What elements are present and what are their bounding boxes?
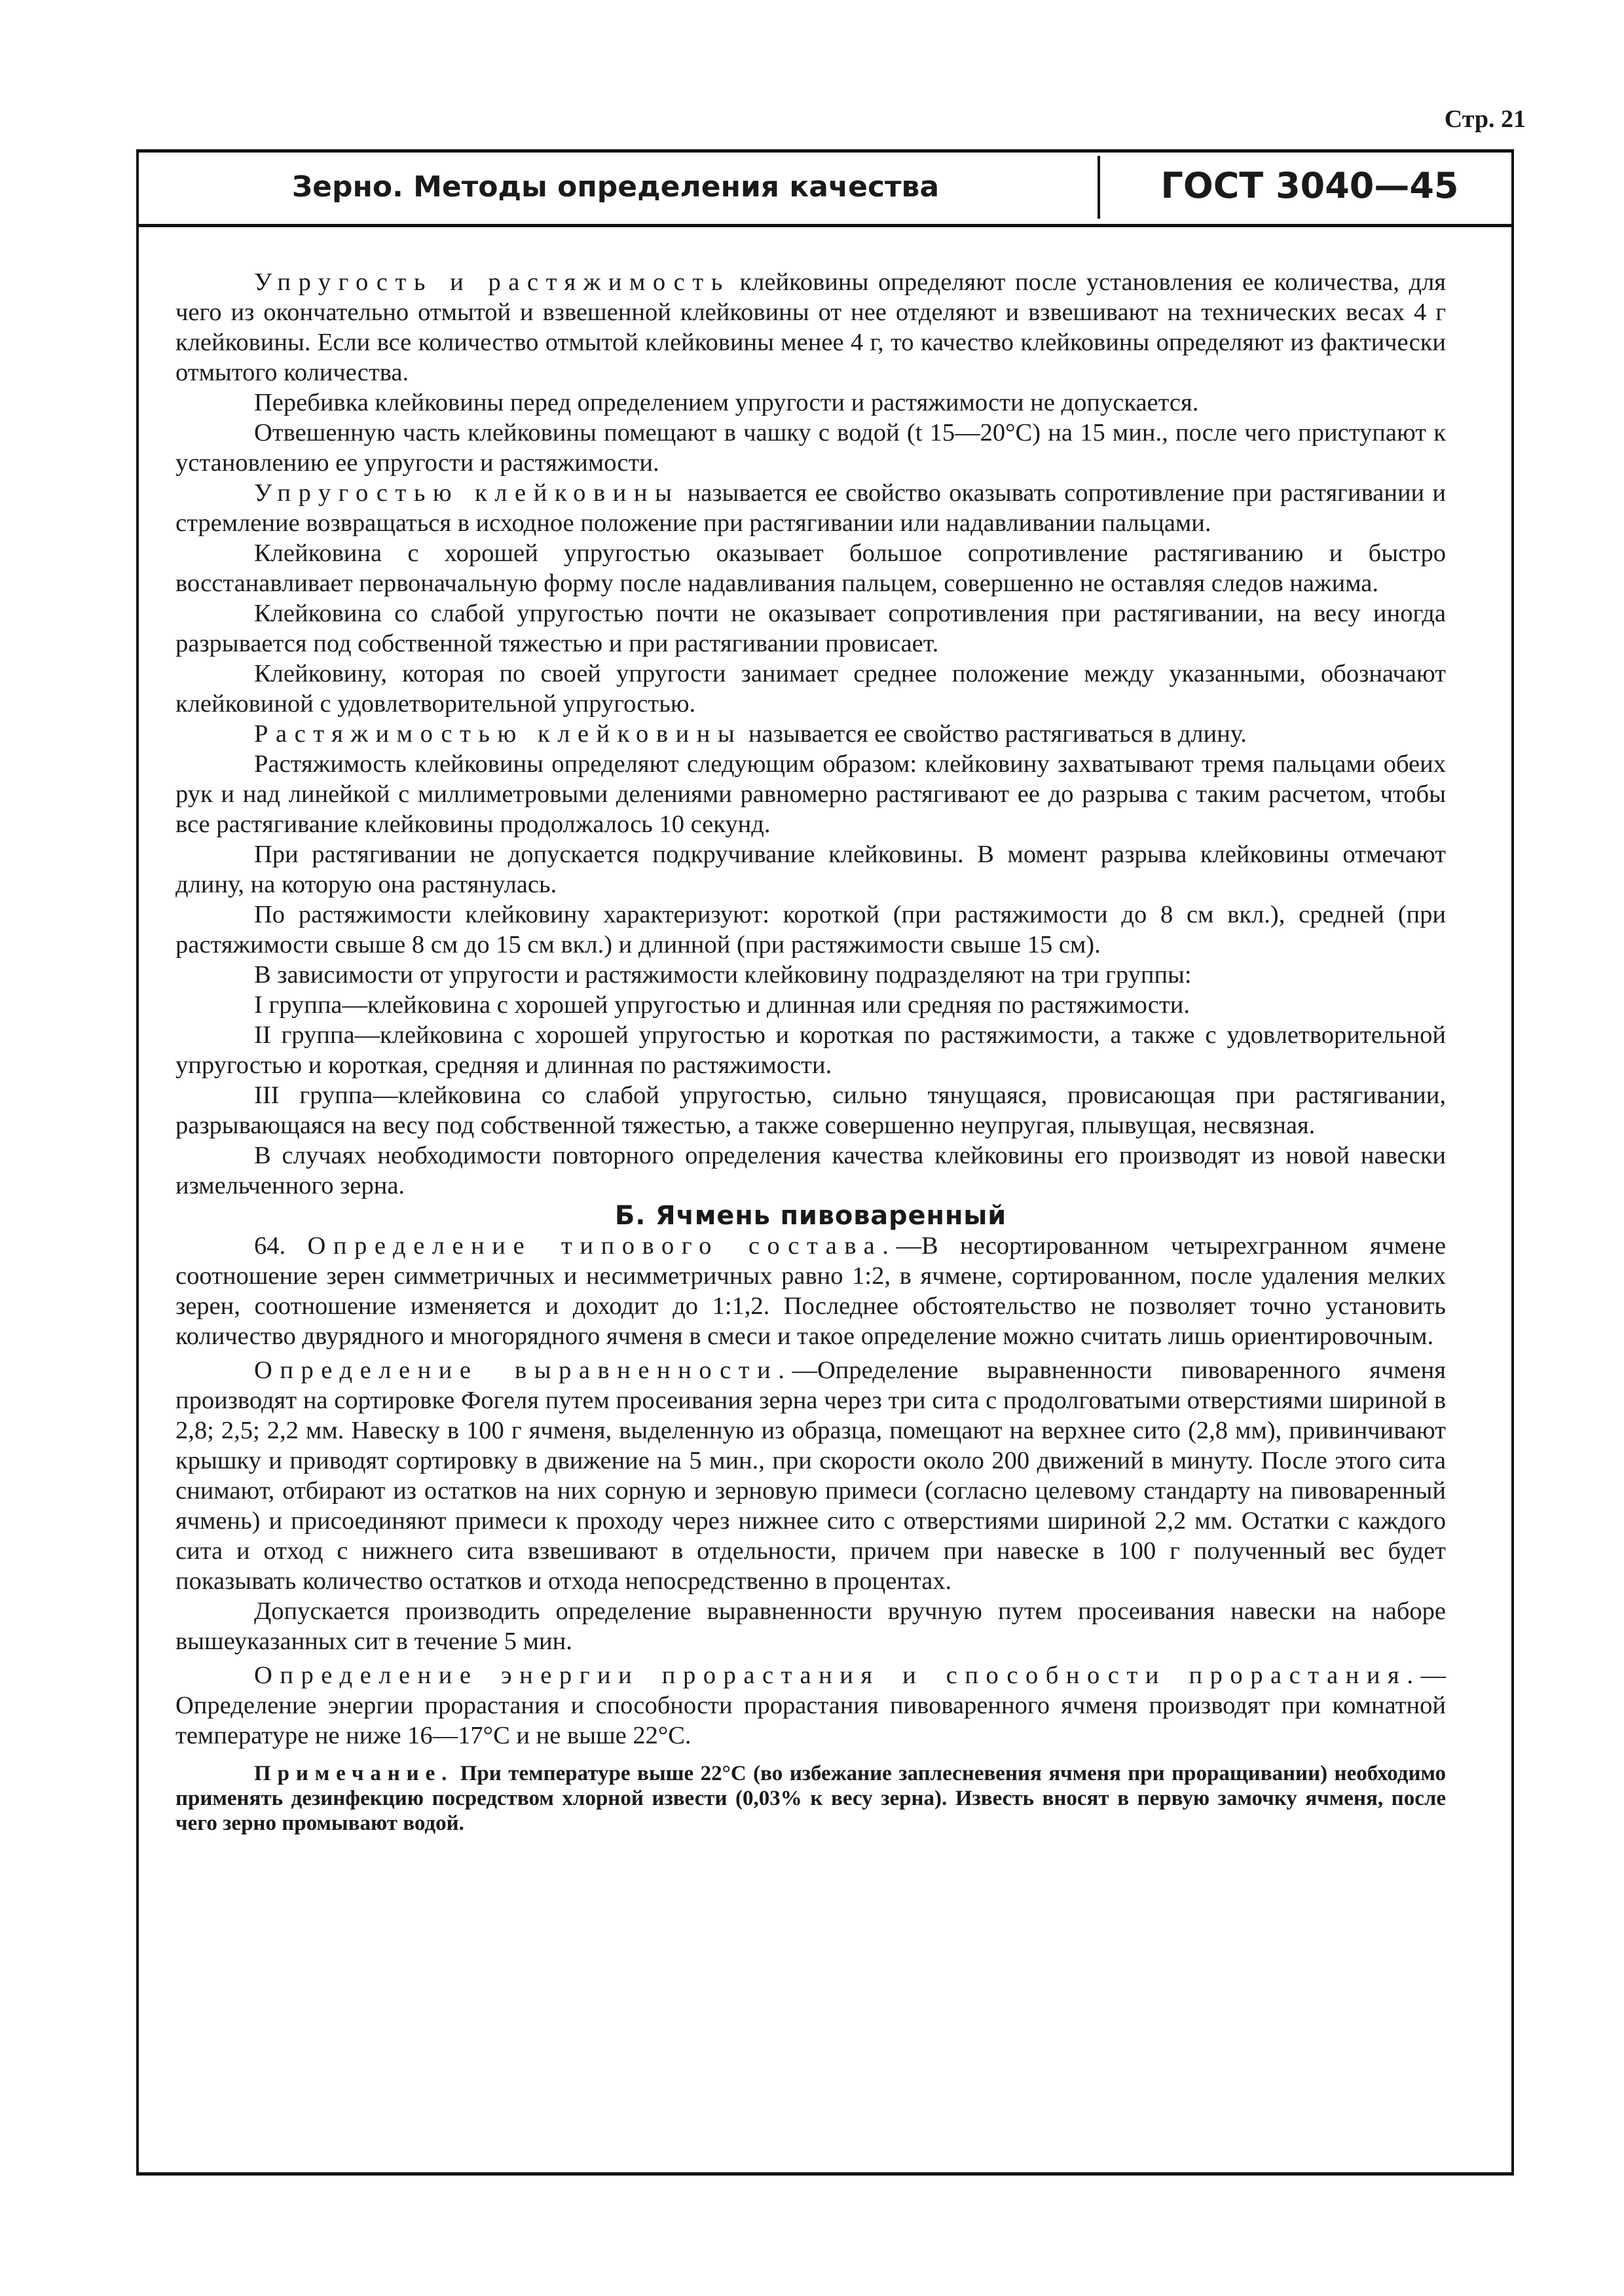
standard-number: ГОСТ 3040—45 (1160, 165, 1459, 206)
paragraph (175, 1660, 1446, 1751)
term-lead: Упругость и растяжимость (254, 268, 730, 296)
paragraph-text: клейковины определяют после установления ее количества, для чего из окончательно отмытой и взвешенной клейковины от нее отделяют и взвешивают на технических весах 4 г клейковины. Если все количество отмытой клейковины менее 4 г, то качество клейковины определяют из фактически отмытого количества. (175, 268, 1446, 386)
term-lead: Определение энергии прорастания и способности прорастания. (254, 1662, 1421, 1689)
paragraph (175, 1231, 1446, 1351)
paragraph: Клейковина с хорошей упругостью оказывает большое сопротивление растягиванию и быстро восстанавливает первоначальную форму после надавливания пальцем, совершенно не оставляя следов нажима. (175, 539, 1446, 597)
term-lead: Определение типового состава. (307, 1232, 896, 1260)
paragraph: Растяжимость клейковины определяют следующим образом: клейковину захватывают тремя пальцами обеих рук и над линейкой с миллиметровыми делениями равномерно растягивают ее до разрыва с таким расчетом, чтобы все растягивание клейковины продолжалось 10 секунд. (175, 750, 1446, 838)
paragraph: При растягивании не допускается подкручивание клейковины. В момент разрыва клейковины отмечают длину, на которую она растянулась. (175, 841, 1446, 898)
paragraph: II группа—клейковина с хорошей упругостью и короткая по растяжимости, а также с удовлетворительной упругостью и короткая, средняя и длинная по растяжимости. (175, 1021, 1446, 1079)
note-text: При температуре выше 22°С (во избежание заплесневения ячменя при проращивании) необходимо применять дезинфекцию посредством хлорной извести (0,03% к весу зерна). Известь вносят в первую замочку ячменя, после чего зерно промывают водой. (175, 1762, 1446, 1835)
page-number: Стр. 21 (1444, 105, 1526, 133)
header-bottom-rule (136, 224, 1514, 227)
document-title: Зерно. Методы определения качества (291, 170, 940, 204)
paragraph: Допускается производить определение выравненности вручную путем просеивания навески на наборе вышеуказанных сит в течение 5 мин. (175, 1597, 1446, 1655)
paragraph (175, 478, 1446, 538)
item-number: 64. (254, 1232, 308, 1260)
paragraph: I группа—клейковина с хорошей упругостью и длинная или средняя по растяжимости. (254, 991, 1190, 1019)
paragraph: Отвешенную часть клейковины помещают в чашку с водой (t 15—20°С) на 15 мин., после чего приступают к установлению ее упругости и растяжимости. (175, 419, 1446, 477)
left-border (136, 149, 139, 2172)
paragraph (175, 719, 1446, 749)
paragraph-text: —Определение энергии прорастания и способности прорастания пивоваренного ячменя производят при комнатной температуре не ниже 16—17°С и не выше 22°С. (175, 1662, 1446, 1749)
footer-rule (136, 2172, 1514, 2176)
paragraph-text: называется ее свойство растягиваться в длину. (742, 720, 1247, 748)
section-heading: Б. Ячмень пивоваренный (614, 1201, 1007, 1231)
paragraph: III группа—клейковина со слабой упругостью, сильно тянущаяся, провисающая при растягивании, разрывающаяся на весу под собственной тяжестью, а также совершенно неупругая, плывущая, несвязная. (175, 1082, 1446, 1139)
paragraph: Перебивка клейковины перед определением упругости и растяжимости не допускается. (254, 389, 1199, 416)
paragraph: В зависимости от упругости и растяжимости клейковину подразделяют на три группы: (254, 961, 1192, 989)
term-lead: Растяжимостью клейковины (254, 720, 743, 748)
paragraph (175, 267, 1446, 388)
term-lead: Определение выравненности. (254, 1357, 792, 1384)
header-top-rule (136, 149, 1514, 153)
header-divider (1098, 156, 1100, 219)
right-border (1511, 149, 1514, 2172)
paragraph-text: —В несортированном четырехгранном ячмене соотношение зерен симметричных и несимметричных равно 1:2, в ячмене, сортированном, после удаления мелких зерен, соотношение изменяется и доходит до 1:1,2. Последнее обстоятельство не позволяет точно установить количество двурядного и многорядного ячменя в смеси и такое определение можно считать лишь ориентировочным. (175, 1232, 1446, 1350)
paragraph-text: называется ее свойство оказывать сопротивление при растягивании и стремление возвращаться в исходное положение при растягивании или надавливании пальцами. (175, 479, 1446, 537)
page-content (175, 267, 1446, 1836)
paragraph: Клейковина со слабой упругостью почти не оказывает сопротивления при растягивании, на весу иногда разрывается под собственной тяжестью и при растягивании провисает. (175, 600, 1446, 657)
paragraph: По растяжимости клейковину характеризуют: короткой (при растяжимости до 8 см вкл.), средней (при растяжимости свыше 8 см до 15 см вкл.) и длинной (при растяжимости свыше 15 см). (175, 901, 1446, 958)
paragraph: Клейковину, которая по своей упругости занимает среднее положение между указанными, обозначают клейковиной с удовлетворительной упругостью. (175, 660, 1446, 718)
note (175, 1761, 1446, 1836)
paragraph-text: —Определение выравненности пивоваренного ячменя производят на сортировке Фогеля путем просеивания зерна через три сита с продолговатыми отверстиями шириной в 2,8; 2,5; 2,2 мм. Навеску в 100 г ячменя, выделенную из образца, помещают на верхнее сито (2,8 мм), привинчивают крышку и приводят сортировку в движение на 5 мин., при скорости около 200 движений в минуту. После этого сита снимают, отбирают из остатков на них сорную и зерновую примеси (согласно целевому стандарту на пивоваренный ячмень) и присоединяют примеси к проходу через нижнее сито с отверстиями шириной 2,2 мм. Остатки с каждого сита и отход с нижнего сита взвешивают в отдельности, причем при навеске в 100 г полученный вес будет показывать количество остатков и отхода непосредственно в процентах. (175, 1357, 1446, 1595)
paragraph: В случаях необходимости повторного определения качества клейковины его производят из новой навески измельченного зерна. (175, 1142, 1446, 1199)
term-lead: Упругостью клейковины (254, 479, 680, 507)
note-label: Примечание. (254, 1762, 454, 1785)
paragraph (175, 1355, 1446, 1596)
